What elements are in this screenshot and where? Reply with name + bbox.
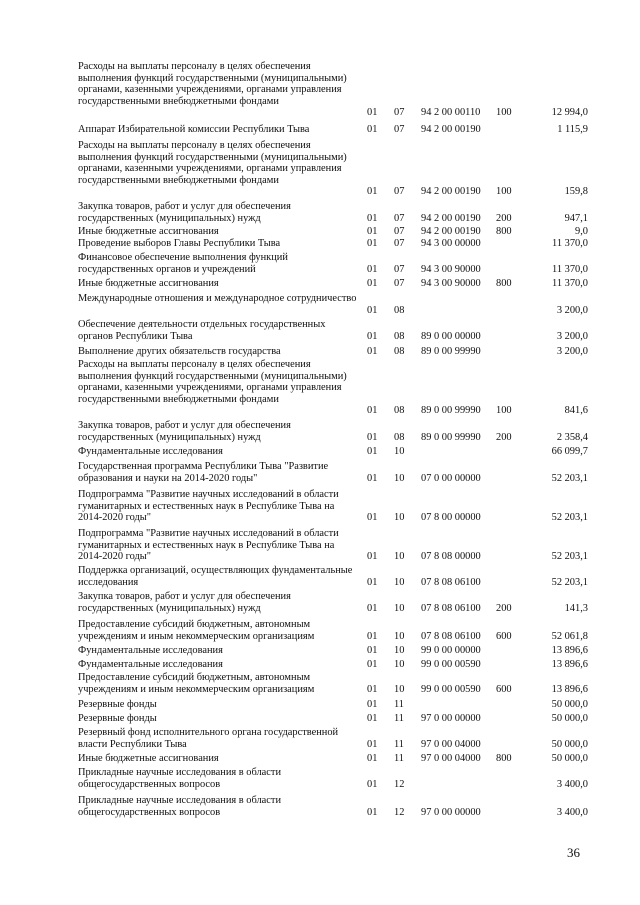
row-name: Государственная программа Республики Тыва "Развитие образования и науки на 2014-2020 годы" [78, 461, 329, 484]
row-target-article: 97 0 00 00000 [421, 713, 481, 724]
row-subsection-code: 11 [394, 699, 405, 710]
row-subsection-code: 11 [394, 753, 405, 764]
row-amount: 141,3 [564, 602, 588, 614]
row-subsection-code: 07 [394, 124, 405, 135]
row-amount: 13 896,6 [551, 683, 588, 695]
row-amount: 2 358,4 [556, 431, 588, 443]
row-name: Иные бюджетные ассигнования [78, 226, 219, 237]
row-subsection-code: 07 [394, 278, 405, 289]
row-amount: 3 200,0 [556, 346, 588, 357]
row-expense-type: 100 [496, 107, 512, 119]
row-name: Расходы на выплаты персоналу в целях обеспечения выполнения функций государственными (муниципальными) органами, казенными учреждениями, органами управления государственными внебюджетными фондами [78, 61, 347, 107]
row-expense-type: 200 [496, 602, 512, 614]
row-section-code: 01 [367, 738, 378, 750]
row-expense-type: 100 [496, 405, 512, 417]
row-amount: 52 203,1 [551, 576, 588, 588]
row-section-code: 01 [367, 212, 378, 224]
row-expense-type: 600 [496, 683, 512, 695]
row-name: Иные бюджетные ассигнования [78, 753, 219, 764]
row-name: Фундаментальные исследования [78, 645, 223, 656]
row-section-code: 01 [367, 186, 378, 198]
row-target-article: 97 0 00 04000 [421, 738, 481, 750]
row-subsection-code: 12 [394, 806, 405, 818]
row-name: Фундаментальные исследования [78, 446, 223, 457]
row-section-code: 01 [367, 713, 378, 724]
row-name: Аппарат Избирательной комиссии Республики Тыва [78, 124, 310, 135]
row-target-article: 94 2 00 00110 [421, 107, 481, 119]
row-section-code: 01 [367, 124, 378, 135]
row-amount: 66 099,7 [551, 446, 588, 457]
row-amount: 50 000,0 [551, 699, 588, 710]
row-amount: 13 896,6 [551, 645, 588, 656]
row-target-article: 97 0 00 00000 [421, 806, 481, 818]
row-expense-type: 800 [496, 226, 512, 237]
row-name: Закупка товаров, работ и услуг для обеспечения государственных (муниципальных) нужд [78, 591, 291, 614]
row-subsection-code: 10 [394, 472, 405, 484]
row-section-code: 01 [367, 330, 378, 342]
row-section-code: 01 [367, 304, 378, 316]
row-target-article: 07 8 08 06100 [421, 576, 481, 588]
row-name: Иные бюджетные ассигнования [78, 278, 219, 289]
row-section-code: 01 [367, 551, 378, 563]
row-name: Поддержка организаций, осуществляющих фундаментальные исследования [78, 565, 353, 588]
row-amount: 9,0 [575, 226, 588, 237]
row-section-code: 01 [367, 346, 378, 357]
row-subsection-code: 10 [394, 602, 405, 614]
row-section-code: 01 [367, 107, 378, 119]
row-expense-type: 800 [496, 753, 512, 764]
row-target-article: 89 0 00 99990 [421, 346, 481, 357]
row-target-article: 97 0 00 04000 [421, 753, 481, 764]
row-target-article: 07 0 00 00000 [421, 472, 481, 484]
row-section-code: 01 [367, 645, 378, 656]
row-amount: 3 400,0 [556, 806, 588, 818]
row-name: Финансовое обеспечение выполнения функций государственных органов и учреждений [78, 252, 288, 275]
row-subsection-code: 12 [394, 778, 405, 790]
row-amount: 3 400,0 [556, 778, 588, 790]
row-amount: 947,1 [564, 212, 588, 224]
row-name: Резервные фонды [78, 713, 157, 724]
row-amount: 52 203,1 [551, 551, 588, 563]
row-subsection-code: 10 [394, 512, 405, 524]
row-section-code: 01 [367, 431, 378, 443]
row-section-code: 01 [367, 778, 378, 790]
row-target-article: 07 8 00 00000 [421, 512, 481, 524]
row-section-code: 01 [367, 278, 378, 289]
row-subsection-code: 10 [394, 659, 405, 670]
row-subsection-code: 07 [394, 186, 405, 198]
row-name: Фундаментальные исследования [78, 659, 223, 670]
row-section-code: 01 [367, 405, 378, 417]
row-amount: 52 203,1 [551, 472, 588, 484]
row-subsection-code: 08 [394, 346, 405, 357]
row-name: Международные отношения и международное сотрудничество [78, 293, 357, 304]
row-section-code: 01 [367, 472, 378, 484]
row-subsection-code: 08 [394, 431, 405, 443]
row-expense-type: 600 [496, 630, 512, 642]
row-target-article: 07 8 08 06100 [421, 602, 481, 614]
row-amount: 12 994,0 [551, 107, 588, 119]
row-amount: 50 000,0 [551, 738, 588, 750]
row-expense-type: 200 [496, 212, 512, 224]
row-target-article: 07 8 08 00000 [421, 551, 481, 563]
page-number: 36 [567, 845, 580, 860]
row-name: Подпрограмма "Развитие научных исследований в области гуманитарных и естественных наук в Республике Тыва на 2014-2020 годы" [78, 528, 339, 563]
row-target-article: 99 0 00 00590 [421, 683, 481, 695]
row-section-code: 01 [367, 630, 378, 642]
row-target-article: 94 2 00 00190 [421, 226, 481, 237]
row-subsection-code: 11 [394, 713, 405, 724]
row-subsection-code: 10 [394, 630, 405, 642]
row-subsection-code: 08 [394, 304, 405, 316]
row-amount: 52 203,1 [551, 512, 588, 524]
row-section-code: 01 [367, 512, 378, 524]
row-target-article: 07 8 08 06100 [421, 630, 481, 642]
row-amount: 841,6 [564, 405, 588, 417]
row-subsection-code: 11 [394, 738, 405, 750]
row-name: Предоставление субсидий бюджетным, автономным учреждениям и иным некоммерческим организациям [78, 672, 315, 695]
row-expense-type: 200 [496, 431, 512, 443]
row-name: Резервный фонд исполнительного органа государственной власти Республики Тыва [78, 727, 339, 750]
row-expense-type: 100 [496, 186, 512, 198]
row-amount: 11 370,0 [552, 238, 588, 249]
row-name: Прикладные научные исследования в области общегосударственных вопросов [78, 767, 282, 790]
row-amount: 50 000,0 [551, 713, 588, 724]
row-target-article: 89 0 00 00000 [421, 330, 481, 342]
row-subsection-code: 07 [394, 263, 405, 275]
row-section-code: 01 [367, 263, 378, 275]
row-name: Подпрограмма "Развитие научных исследований в области гуманитарных и естественных наук в Республике Тыва на 2014-2020 годы" [78, 489, 339, 524]
row-subsection-code: 07 [394, 238, 405, 249]
row-section-code: 01 [367, 806, 378, 818]
row-section-code: 01 [367, 602, 378, 614]
row-section-code: 01 [367, 238, 378, 249]
row-subsection-code: 10 [394, 683, 405, 695]
row-name: Обеспечение деятельности отдельных государственных органов Республики Тыва [78, 319, 326, 342]
row-amount: 52 061,8 [551, 630, 588, 642]
row-target-article: 94 2 00 00190 [421, 186, 481, 198]
row-target-article: 94 3 00 90000 [421, 278, 481, 289]
row-target-article: 99 0 00 00590 [421, 659, 481, 670]
row-name: Предоставление субсидий бюджетным, автономным учреждениям и иным некоммерческим организациям [78, 619, 315, 642]
row-name: Расходы на выплаты персоналу в целях обеспечения выполнения функций государственными (муниципальными) органами, казенными учреждениями, органами управления государственными внебюджетными фондами [78, 359, 347, 405]
row-target-article: 89 0 00 99990 [421, 431, 481, 443]
row-section-code: 01 [367, 576, 378, 588]
row-target-article: 94 3 00 90000 [421, 263, 481, 275]
row-subsection-code: 07 [394, 226, 405, 237]
row-target-article: 94 3 00 00000 [421, 238, 481, 249]
row-target-article: 94 2 00 00190 [421, 212, 481, 224]
row-name: Закупка товаров, работ и услуг для обеспечения государственных (муниципальных) нужд [78, 420, 291, 443]
row-subsection-code: 10 [394, 551, 405, 563]
row-name: Закупка товаров, работ и услуг для обеспечения государственных (муниципальных) нужд [78, 201, 291, 224]
row-amount: 159,8 [564, 186, 588, 198]
row-name: Проведение выборов Главы Республики Тыва [78, 238, 281, 249]
row-section-code: 01 [367, 699, 378, 710]
row-section-code: 01 [367, 659, 378, 670]
row-subsection-code: 07 [394, 107, 405, 119]
row-subsection-code: 10 [394, 645, 405, 656]
row-subsection-code: 08 [394, 330, 405, 342]
row-subsection-code: 08 [394, 405, 405, 417]
row-amount: 1 115,9 [557, 124, 588, 135]
row-section-code: 01 [367, 226, 378, 237]
row-amount: 3 200,0 [556, 330, 588, 342]
row-amount: 3 200,0 [556, 304, 588, 316]
row-amount: 50 000,0 [551, 753, 588, 764]
row-target-article: 89 0 00 99990 [421, 405, 481, 417]
row-target-article: 94 2 00 00190 [421, 124, 481, 135]
row-section-code: 01 [367, 446, 378, 457]
row-amount: 11 370,0 [552, 263, 588, 275]
row-section-code: 01 [367, 683, 378, 695]
row-expense-type: 800 [496, 278, 512, 289]
row-name: Выполнение других обязательств государства [78, 346, 281, 357]
row-amount: 11 370,0 [552, 278, 588, 289]
row-subsection-code: 10 [394, 446, 405, 457]
row-name: Резервные фонды [78, 699, 157, 710]
row-section-code: 01 [367, 753, 378, 764]
row-amount: 13 896,6 [551, 659, 588, 670]
row-subsection-code: 10 [394, 576, 405, 588]
row-subsection-code: 07 [394, 212, 405, 224]
row-name: Прикладные научные исследования в области общегосударственных вопросов [78, 795, 282, 818]
row-name: Расходы на выплаты персоналу в целях обеспечения выполнения функций государственными (муниципальными) органами, казенными учреждениями, органами управления государственными внебюджетными фондами [78, 140, 347, 186]
row-target-article: 99 0 00 00000 [421, 645, 481, 656]
